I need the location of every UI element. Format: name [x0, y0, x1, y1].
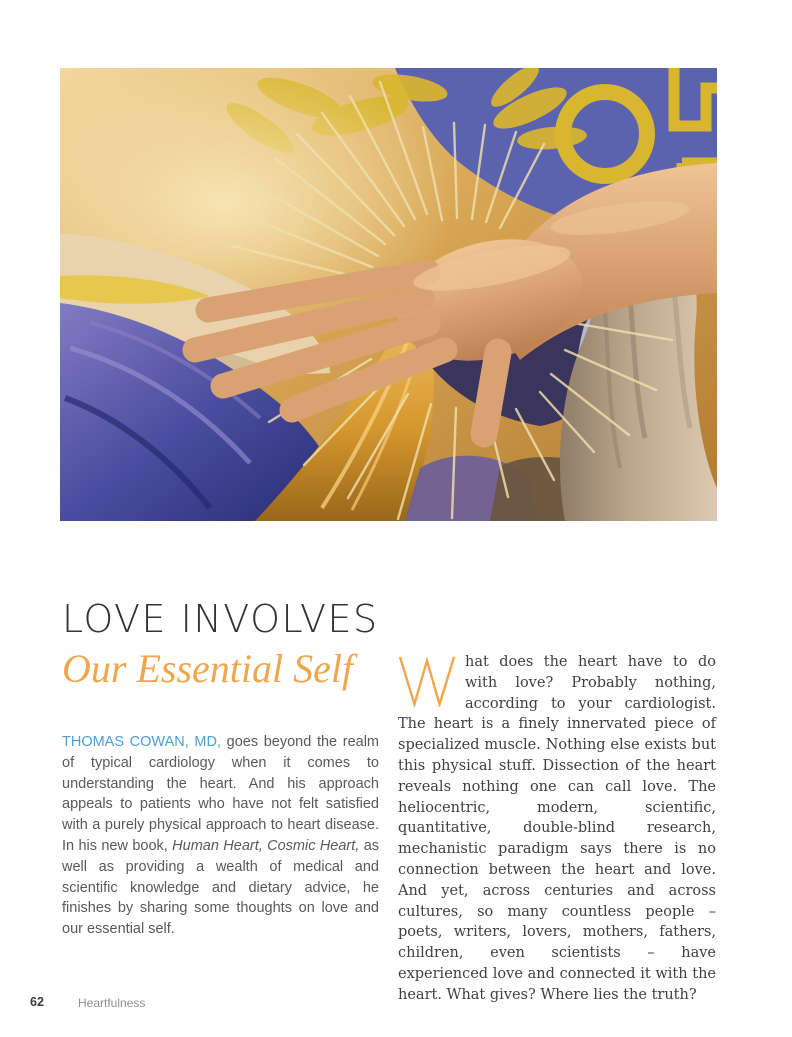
body-paragraph [398, 652, 716, 1006]
hero-image [60, 68, 717, 521]
article-subtitle: Our Essential Self [62, 646, 354, 691]
drop-cap [398, 655, 456, 707]
body-text: hat does the heart have to do with love? Probably nothing, according to your cardiologist. The heart is a finely innervated piece of specialized muscle. Nothing else exists but this physical stuff. Dissection of the heart reveals nothing one can call love. The heliocentric, modern, scientific, quantitative, double-blind research, mechanistic paradigm says there is no connection between the heart and love. And yet, across centuries and across cultures, so many countless people – poets, writers, lovers, mothers, fathers, children, even scientists – have experienced love and connected it with the heart. What gives? Where lies the truth? [398, 654, 716, 1003]
magazine-name: Heartfulness [78, 996, 146, 1010]
intro-text-2: as well as providing a wealth of medical and scientific knowledge and dietary advice, he finishes by sharing some thoughts on love and our essential self. [62, 837, 380, 938]
page-number: 62 [30, 995, 44, 1009]
article-title: LOVE INVOLVES [62, 597, 379, 641]
intro-text-1: goes beyond the realm of typical cardiology when it comes to understanding the heart. And his approach appeals to patients who have not felt satisfied with a purely physical approach to heart disease. In his new book, [62, 734, 380, 854]
statue-hand-illustration [60, 68, 717, 521]
intro-paragraph [62, 732, 379, 940]
book-title: Human Heart, Cosmic Heart, [172, 837, 360, 854]
drop-cap-w-glyph [398, 655, 456, 707]
author-lead-in: THOMAS COWAN, MD, [62, 734, 221, 750]
